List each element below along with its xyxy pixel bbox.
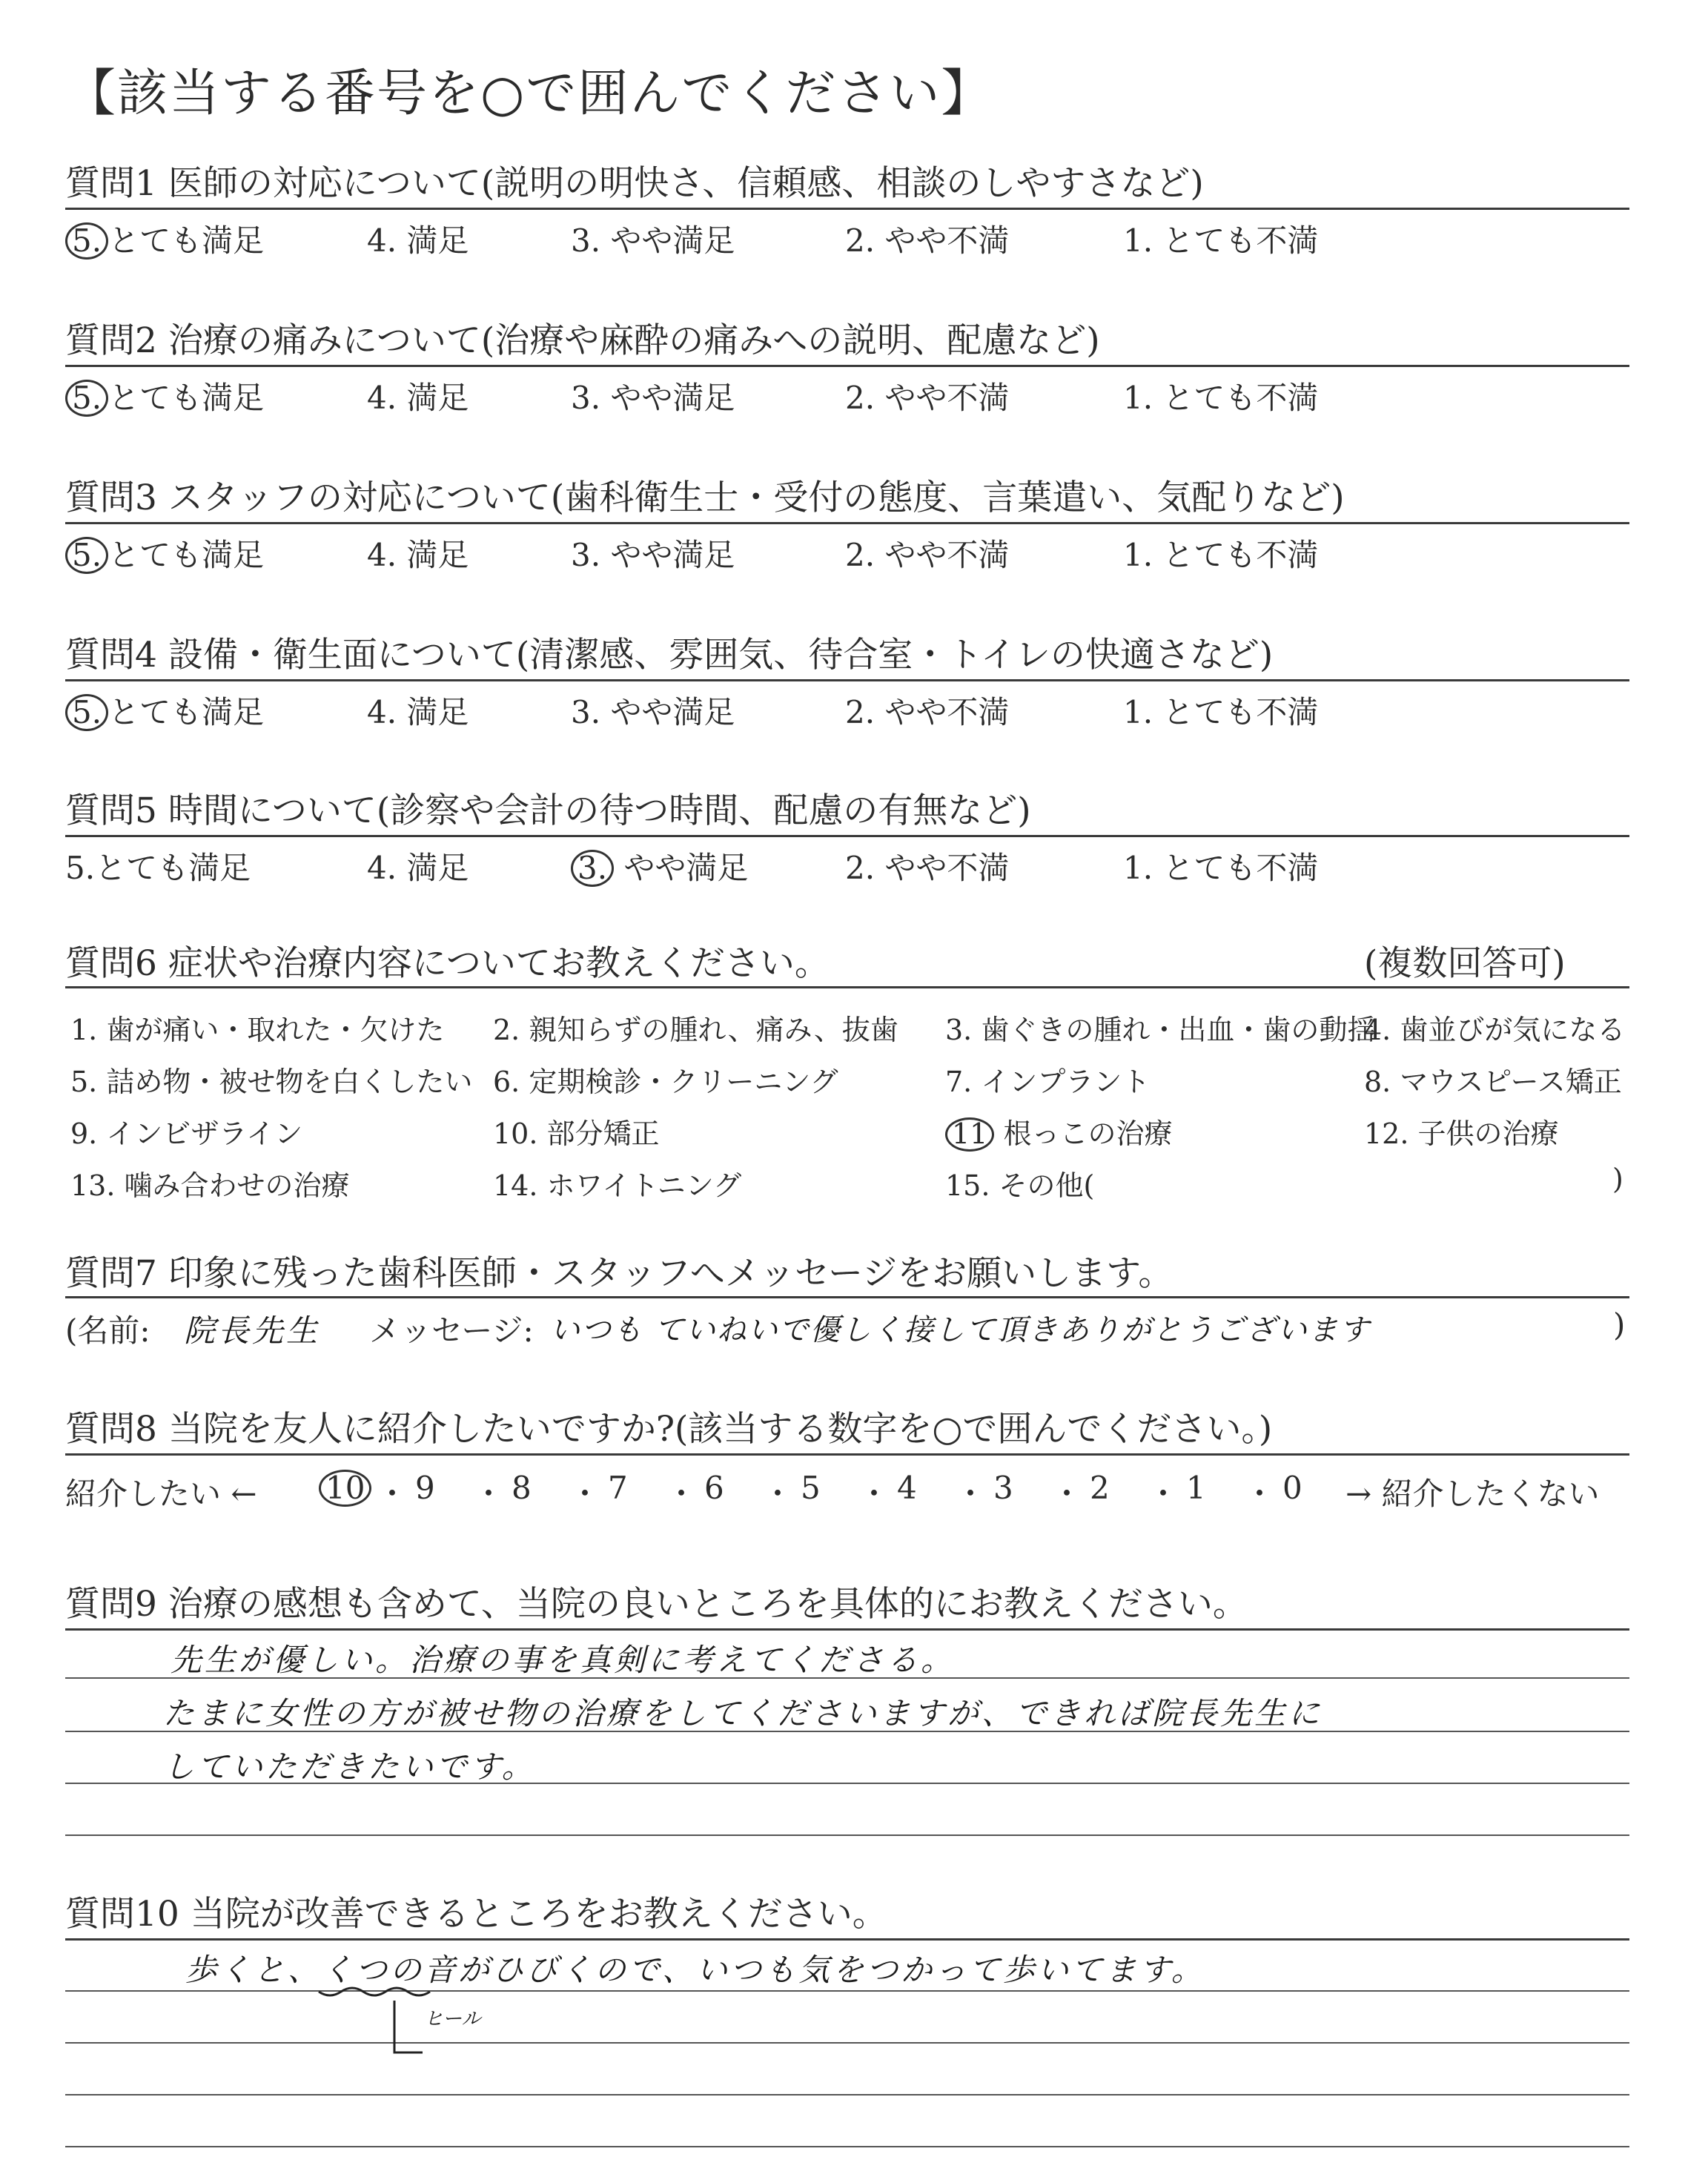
q9-rule <box>65 1628 1629 1631</box>
q2-title: 質問2 治療の痛みについて(治療や麻酔の痛みへの説明、配慮など) <box>65 320 1100 361</box>
q6-option-12[interactable]: 12. 子供の治療 <box>1364 1117 1559 1150</box>
q8-scale-4[interactable]: 4 <box>897 1470 917 1506</box>
q8-left-label: 紹介したい ← <box>65 1476 257 1512</box>
q1-option-4[interactable]: 4. 満足 <box>367 222 469 259</box>
q9-answer-1[interactable]: 先生が優しい。治療の事を真剣に考えてくださる。 <box>171 1642 956 1678</box>
q1-title: 質問1 医師の対応について(説明の明快さ、信頼感、相談のしやすさなど) <box>65 163 1204 204</box>
q7-name-label: (名前: <box>65 1312 150 1349</box>
q7-rule <box>65 1296 1629 1298</box>
q4-rule <box>65 679 1629 681</box>
q8-scale-separator: ・ <box>666 1476 698 1512</box>
q6-rule <box>65 986 1629 988</box>
q8-scale-8[interactable]: 8 <box>512 1470 532 1506</box>
q10-line-3 <box>65 2094 1629 2095</box>
q8-scale-separator: ・ <box>1051 1476 1083 1512</box>
q6-option-4[interactable]: 4. 歯並びが気になる <box>1364 1014 1626 1046</box>
form-header: 【該当する番号を○で囲んでください】 <box>65 65 993 123</box>
q2-option-5[interactable]: 5. とても満足 <box>65 374 264 418</box>
q10-answer-1[interactable]: 歩くと、くつの音がひびくので、いつも気をつかって歩いてます。 <box>185 1952 1205 1988</box>
q6-option-7[interactable]: 7. インプラント <box>945 1066 1151 1098</box>
q1-rule <box>65 208 1629 210</box>
q5-option-1[interactable]: 1. とても不満 <box>1123 850 1319 886</box>
q6-option-6[interactable]: 6. 定期検診・クリーニング <box>493 1066 838 1098</box>
q6-option-3[interactable]: 3. 歯ぐきの腫れ・出血・歯の動揺 <box>945 1014 1376 1046</box>
q6-option-1[interactable]: 1. 歯が痛い・取れた・欠けた <box>70 1014 445 1046</box>
q10-line-2 <box>65 2042 1629 2044</box>
q2-option-1[interactable]: 1. とても不満 <box>1123 380 1319 416</box>
q6-option-5[interactable]: 5. 詰め物・被せ物を白くしたい <box>70 1066 473 1098</box>
q7-message-value[interactable]: いつも ていねいで優しく接して頂きありがとうございます <box>550 1313 1371 1347</box>
q1-option-1[interactable]: 1. とても不満 <box>1123 222 1319 259</box>
selected-circle: 5. <box>65 537 108 574</box>
q10-line-1 <box>65 1990 1629 1992</box>
q5-option-4[interactable]: 4. 満足 <box>367 850 469 886</box>
q9-answer-3[interactable]: していただきたいです。 <box>163 1748 536 1785</box>
selected-circle: 3. <box>571 850 614 887</box>
q8-scale-separator: ・ <box>569 1476 601 1512</box>
q4-title: 質問4 設備・衛生面について(清潔感、雰囲気、待合室・トイレの快適さなど) <box>65 635 1274 676</box>
q8-scale-7[interactable]: 7 <box>608 1470 628 1506</box>
q6-option-10[interactable]: 10. 部分矯正 <box>493 1117 660 1150</box>
q4-option-5[interactable]: 5. とても満足 <box>65 688 264 733</box>
q8-scale-separator: ・ <box>955 1476 987 1512</box>
q4-option-3[interactable]: 3. やや満足 <box>571 694 735 730</box>
q8-scale-3[interactable]: 3 <box>993 1470 1013 1506</box>
q3-option-4[interactable]: 4. 満足 <box>367 537 469 573</box>
q8-scale-separator: ・ <box>473 1476 505 1512</box>
q8-scale-6[interactable]: 6 <box>704 1470 724 1506</box>
q8-scale-separator: ・ <box>858 1476 890 1512</box>
q5-rule <box>65 835 1629 837</box>
q8-scale-separator: ・ <box>1148 1476 1179 1512</box>
q5-title: 質問5 時間について(診察や会計の待つ時間、配慮の有無など) <box>65 790 1031 831</box>
q6-option-8[interactable]: 8. マウスピース矯正 <box>1364 1066 1622 1098</box>
q2-rule <box>65 365 1629 367</box>
q6-option-9[interactable]: 9. インビザライン <box>70 1117 303 1150</box>
q5-option-3[interactable]: 3. やや満足 <box>571 844 748 888</box>
q8-scale-10[interactable] <box>319 1470 371 1507</box>
q6-note: (複数回答可) <box>1364 943 1566 984</box>
selected-circle: 11 <box>945 1117 994 1152</box>
q3-option-5[interactable]: 5. とても満足 <box>65 531 264 575</box>
q6-option-15[interactable]: 15. その他( <box>945 1169 1095 1202</box>
q9-answer-2[interactable]: たまに女性の方が被せ物の治療をしてくださいますが、できれば院長先生に <box>163 1695 1323 1731</box>
q7-title: 質問7 印象に残った歯科医師・スタッフへメッセージをお願いします。 <box>65 1253 1174 1294</box>
q1-option-5[interactable]: 5. とても満足 <box>65 217 264 261</box>
q3-option-3[interactable]: 3. やや満足 <box>571 537 735 573</box>
q3-title: 質問3 スタッフの対応について(歯科衛生士・受付の態度、言葉遣い、気配りなど) <box>65 478 1345 518</box>
q7-close-paren: ) <box>1613 1307 1626 1343</box>
q8-scale-1[interactable]: 1 <box>1186 1470 1206 1506</box>
q10-line-4 <box>65 2146 1629 2147</box>
selected-circle: 10 <box>319 1470 371 1507</box>
q3-option-2[interactable]: 2. やや不満 <box>845 537 1010 573</box>
q8-scale-separator: ・ <box>762 1476 794 1512</box>
q6-option-11[interactable]: 11 根っこの治療 <box>945 1111 1172 1152</box>
q4-option-2[interactable]: 2. やや不満 <box>845 694 1010 730</box>
q2-option-3[interactable]: 3. やや満足 <box>571 380 735 416</box>
q8-scale-separator: ・ <box>1244 1476 1276 1512</box>
q8-right-label: → 紹介したくない <box>1345 1476 1600 1512</box>
q8-scale-5[interactable]: 5 <box>801 1470 821 1506</box>
q1-option-2[interactable]: 2. やや不満 <box>845 222 1010 259</box>
q6-option-13[interactable]: 13. 噛み合わせの治療 <box>70 1169 350 1202</box>
q1-option-3[interactable]: 3. やや満足 <box>571 222 735 259</box>
q7-name-value[interactable]: 院長先生 <box>184 1312 321 1349</box>
q8-rule <box>65 1453 1629 1456</box>
q8-scale-separator: ・ <box>377 1476 408 1512</box>
q4-option-4[interactable]: 4. 満足 <box>367 694 469 730</box>
q10-annotation-text: ヒール <box>424 2008 481 2030</box>
q5-option-2[interactable]: 2. やや不満 <box>845 850 1010 886</box>
q3-rule <box>65 522 1629 524</box>
selected-circle: 5. <box>65 222 108 260</box>
q7-message-label: メッセージ: <box>369 1312 534 1349</box>
q8-title: 質問8 当院を友人に紹介したいですか?(該当する数字を○で囲んでください。) <box>65 1409 1273 1450</box>
q8-scale-0[interactable]: 0 <box>1282 1470 1302 1506</box>
q8-scale-2[interactable]: 2 <box>1090 1470 1110 1506</box>
q6-option-close: ) <box>1612 1163 1623 1195</box>
q5-option-5[interactable]: 5.とても満足 <box>65 850 251 886</box>
q4-option-1[interactable]: 1. とても不満 <box>1123 694 1319 730</box>
q6-option-2[interactable]: 2. 親知らずの腫れ、痛み、抜歯 <box>493 1014 898 1046</box>
q10-title: 質問10 当院が改善できるところをお教えください。 <box>65 1894 887 1935</box>
q9-line-4 <box>65 1834 1629 1836</box>
q6-option-14[interactable]: 14. ホワイトニング <box>493 1169 742 1202</box>
q2-option-4[interactable]: 4. 満足 <box>367 380 469 416</box>
q8-scale-9[interactable]: 9 <box>415 1470 435 1506</box>
q3-option-1[interactable]: 1. とても不満 <box>1123 537 1319 573</box>
selected-circle: 5. <box>65 694 108 731</box>
q9-title: 質問9 治療の感想も含めて、当院の良いところを具体的にお教えください。 <box>65 1584 1248 1625</box>
q6-title: 質問6 症状や治療内容についてお教えください。 <box>65 943 830 984</box>
q2-option-2[interactable]: 2. やや不満 <box>845 380 1010 416</box>
q10-rule <box>65 1938 1629 1941</box>
selected-circle: 5. <box>65 380 108 417</box>
